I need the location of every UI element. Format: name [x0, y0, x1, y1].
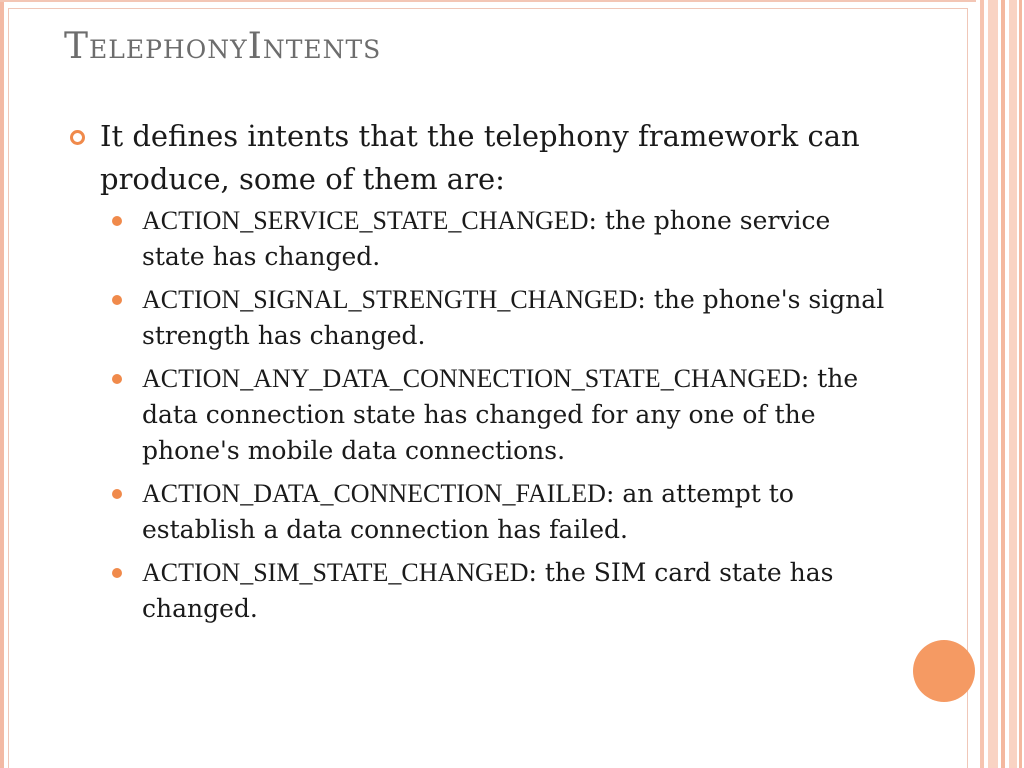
- accent-circle-decoration: [913, 640, 975, 702]
- intro-text: It defines intents that the telephony framework can produce, some of them are:: [100, 119, 860, 196]
- intent-name: ACTION_ANY_DATA_CONNECTION_STATE_CHANGED: [142, 364, 801, 393]
- ring-bullet-icon: [70, 130, 85, 145]
- dot-bullet-icon: [112, 489, 122, 499]
- intent-description: : an attempt to establish a data connection has failed.: [142, 479, 794, 544]
- intent-description: : the phone's signal strength has changed.: [142, 285, 885, 350]
- intro-bullet: [70, 115, 900, 201]
- left-edge-decoration: [0, 0, 4, 768]
- intent-description: : the SIM card state has changed.: [142, 558, 834, 623]
- dot-bullet-icon: [112, 295, 122, 305]
- intent-list: [70, 203, 900, 627]
- intent-description: : the phone service state has changed.: [142, 206, 831, 271]
- right-stripes-decoration: [976, 0, 1024, 768]
- intent-name: ACTION_DATA_CONNECTION_FAILED: [142, 479, 606, 508]
- list-item: [112, 555, 900, 627]
- intent-description: : the data connection state has changed for any one of the phone's mobile data connections.: [142, 364, 859, 465]
- intent-name: ACTION_SIM_STATE_CHANGED: [142, 558, 529, 587]
- list-item: [112, 476, 900, 548]
- intent-name: ACTION_SERVICE_STATE_CHANGED: [142, 206, 589, 235]
- slide-title: TelephonyIntents: [64, 26, 382, 67]
- list-item: [112, 203, 900, 275]
- dot-bullet-icon: [112, 568, 122, 578]
- list-item: [112, 282, 900, 354]
- list-item: [112, 361, 900, 469]
- intent-name: ACTION_SIGNAL_STRENGTH_CHANGED: [142, 285, 638, 314]
- dot-bullet-icon: [112, 374, 122, 384]
- top-edge-decoration: [0, 0, 990, 2]
- dot-bullet-icon: [112, 216, 122, 226]
- slide-content: [70, 115, 900, 634]
